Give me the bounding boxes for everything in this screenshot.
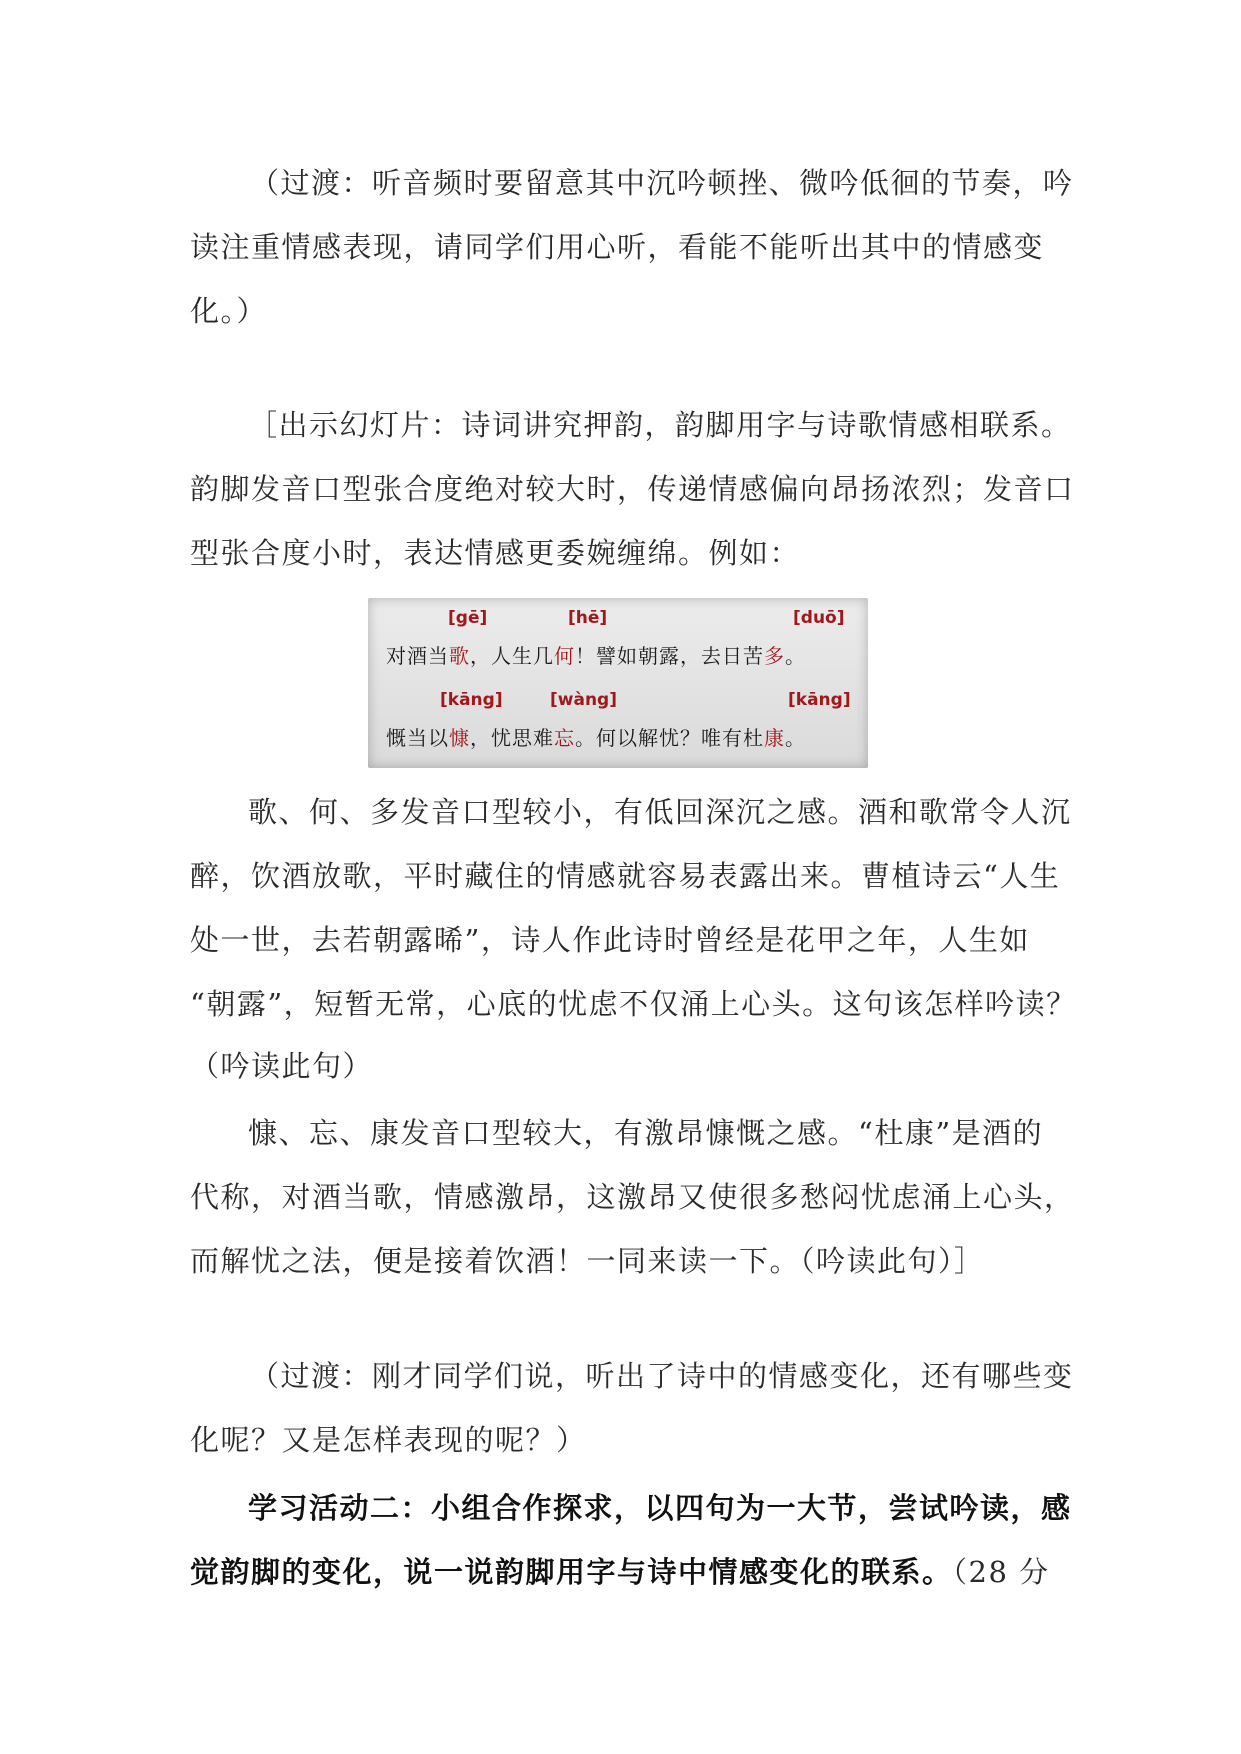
transition1-line-3: 化。） [190,294,268,328]
transition1-line-2: 读注重情感表现，请同学们用心听，看能不能听出其中的情感变 [190,230,1045,264]
pinyin-wang: [wàng] [550,690,617,710]
pinyin-kang-1: [kāng] [440,690,503,710]
activity2-heading-line-2: 觉韵脚的变化，说一说韵脚用字与诗中情感变化的联系。（28 分 [190,1555,1050,1589]
pinyin-he: [hē] [568,608,608,628]
slide-intro-line-2: 韵脚发音口型张合度绝对较大时，传递情感偏向昂扬浓烈；发音口 [190,472,1075,506]
analysis2-line-3: 而解忧之法，便是接着饮酒！一同来读一下。（吟读此句）］ [190,1244,985,1278]
analysis2-line-1: 慷、忘、康发音口型较大，有激昂慷慨之感。“杜康”是酒的 [248,1116,1044,1150]
slide-image [368,598,868,768]
analysis1-line-4: “朝露”，短暂无常，心底的忧虑不仅涌上心头。这句该怎样吟读？ [190,987,1077,1021]
analysis1-line-3: 处一世，去若朝露晞”，诗人作此诗时曾经是花甲之年，人生如 [190,923,1030,957]
analysis1-line-5: （吟读此句） [190,1049,374,1083]
pinyin-ge: [gē] [448,608,488,628]
transition1-line-1: （过渡：听音频时要留意其中沉吟顿挫、微吟低徊的节奏，吟 [250,166,1074,200]
slide-intro-line-3: 型张合度小时，表达情感更委婉缠绵。例如： [190,536,801,570]
activity2-heading-line-1: 学习活动二：小组合作探求，以四句为一大节，尝试吟读，感 [248,1491,1072,1525]
verse-line-1: 对酒当歌，人生几何！譬如朝露，去日苦多。 [386,644,806,668]
analysis2-line-2: 代称，对酒当歌，情感激昂，这激昂又使很多愁闷忧虑涌上心头， [190,1180,1075,1214]
pinyin-duo: [duō] [793,608,845,628]
analysis1-line-2: 醉，饮酒放歌，平时藏住的情感就容易表露出来。曹植诗云“人生 [190,859,1061,893]
transition2-line-1: （过渡：刚才同学们说，听出了诗中的情感变化，还有哪些变 [250,1359,1074,1393]
analysis1-line-1: 歌、何、多发音口型较小，有低回深沉之感。酒和歌常令人沉 [248,795,1072,829]
slide-intro-line-1: ［出示幻灯片：诗词讲究押韵，韵脚用字与诗歌情感相联系。 [248,408,1072,442]
transition2-line-2: 化呢？又是怎样表现的呢？） [190,1423,587,1457]
pinyin-kang-2: [kāng] [788,690,851,710]
verse-line-2: 慨当以慷，忧思难忘。何以解忧？唯有杜康。 [386,726,806,750]
